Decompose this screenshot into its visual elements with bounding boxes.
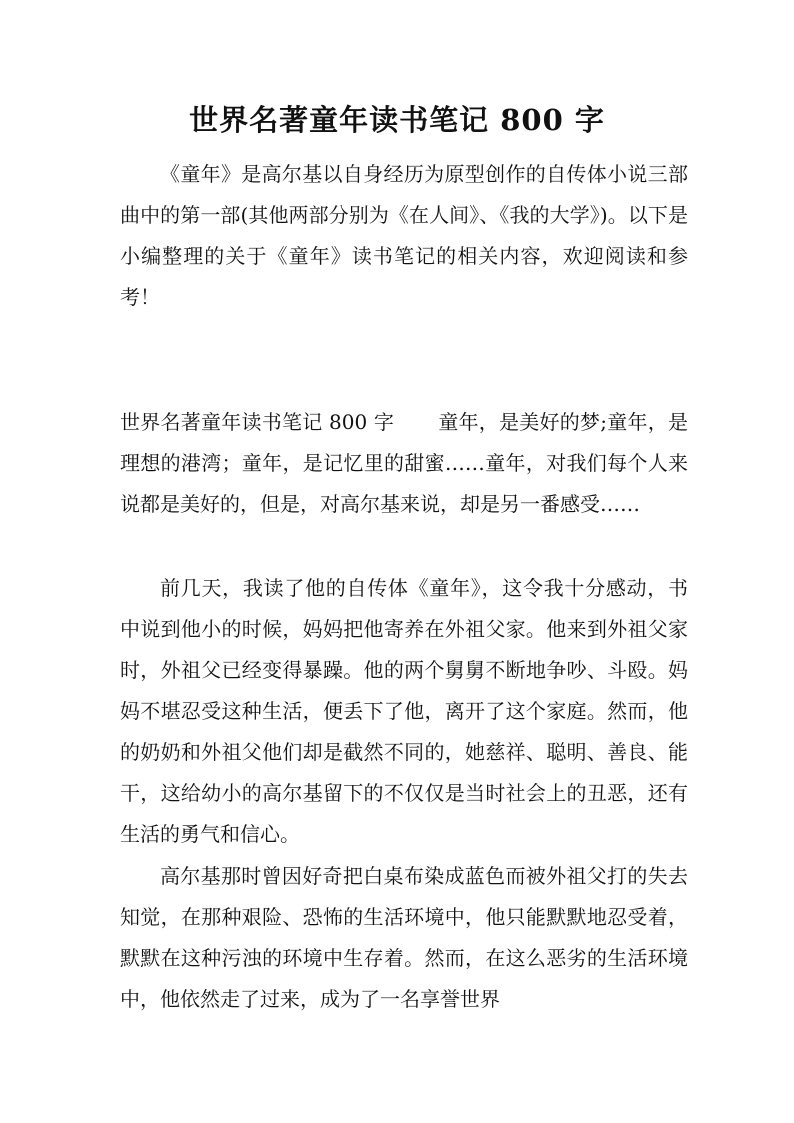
section-heading: 世界名著童年读书笔记 800 字 (120, 410, 395, 434)
section-opening: 童年，是美好的梦;童年，是理想的港湾；童年，是记忆里的甜蜜……童年，对我们每个人来说都是美好的，但是，对高尔基来说，却是另一番感受…… (120, 410, 688, 516)
body-paragraph-3: 高尔基那时曾因好奇把白桌布染成蓝色而被外祖父打的失去知觉，在那种艰险、恐怖的生活环境中，他只能默默地忍受着，默默在这种污浊的环境中生存着。然而，在这么恶劣的生活环境中，他依然走了过来，成为了一名享誉世界 (120, 864, 688, 1011)
intro-paragraph: 《童年》是高尔基以自身经历为原型创作的自传体小说三部曲中的第一部(其他两部分别为《在人间》、《我的大学》)。以下是小编整理的关于《童年》读书笔记的相关内容，欢迎阅读和参考！ (120, 162, 688, 309)
document-title: 世界名著童年读书笔记 800 字 (189, 103, 605, 137)
body-paragraph-2: 前几天，我读了他的自传体《童年》，这令我十分感动，书中说到他小的时候，妈妈把他寄养在外祖父家。他来到外祖父家时，外祖父已经变得暴躁。他的两个舅舅不断地争吵、斗殴。妈妈不堪忍受这种生活，便丢下了他，离开了这个家庭。然而，他的奶奶和外祖父他们却是截然不同的，她慈祥、聪明、善良、能干，这给幼小的高尔基留下的不仅仅是当时社会上的丑恶，还有生活的勇气和信心。 (120, 576, 688, 846)
section-paragraph (120, 402, 688, 525)
